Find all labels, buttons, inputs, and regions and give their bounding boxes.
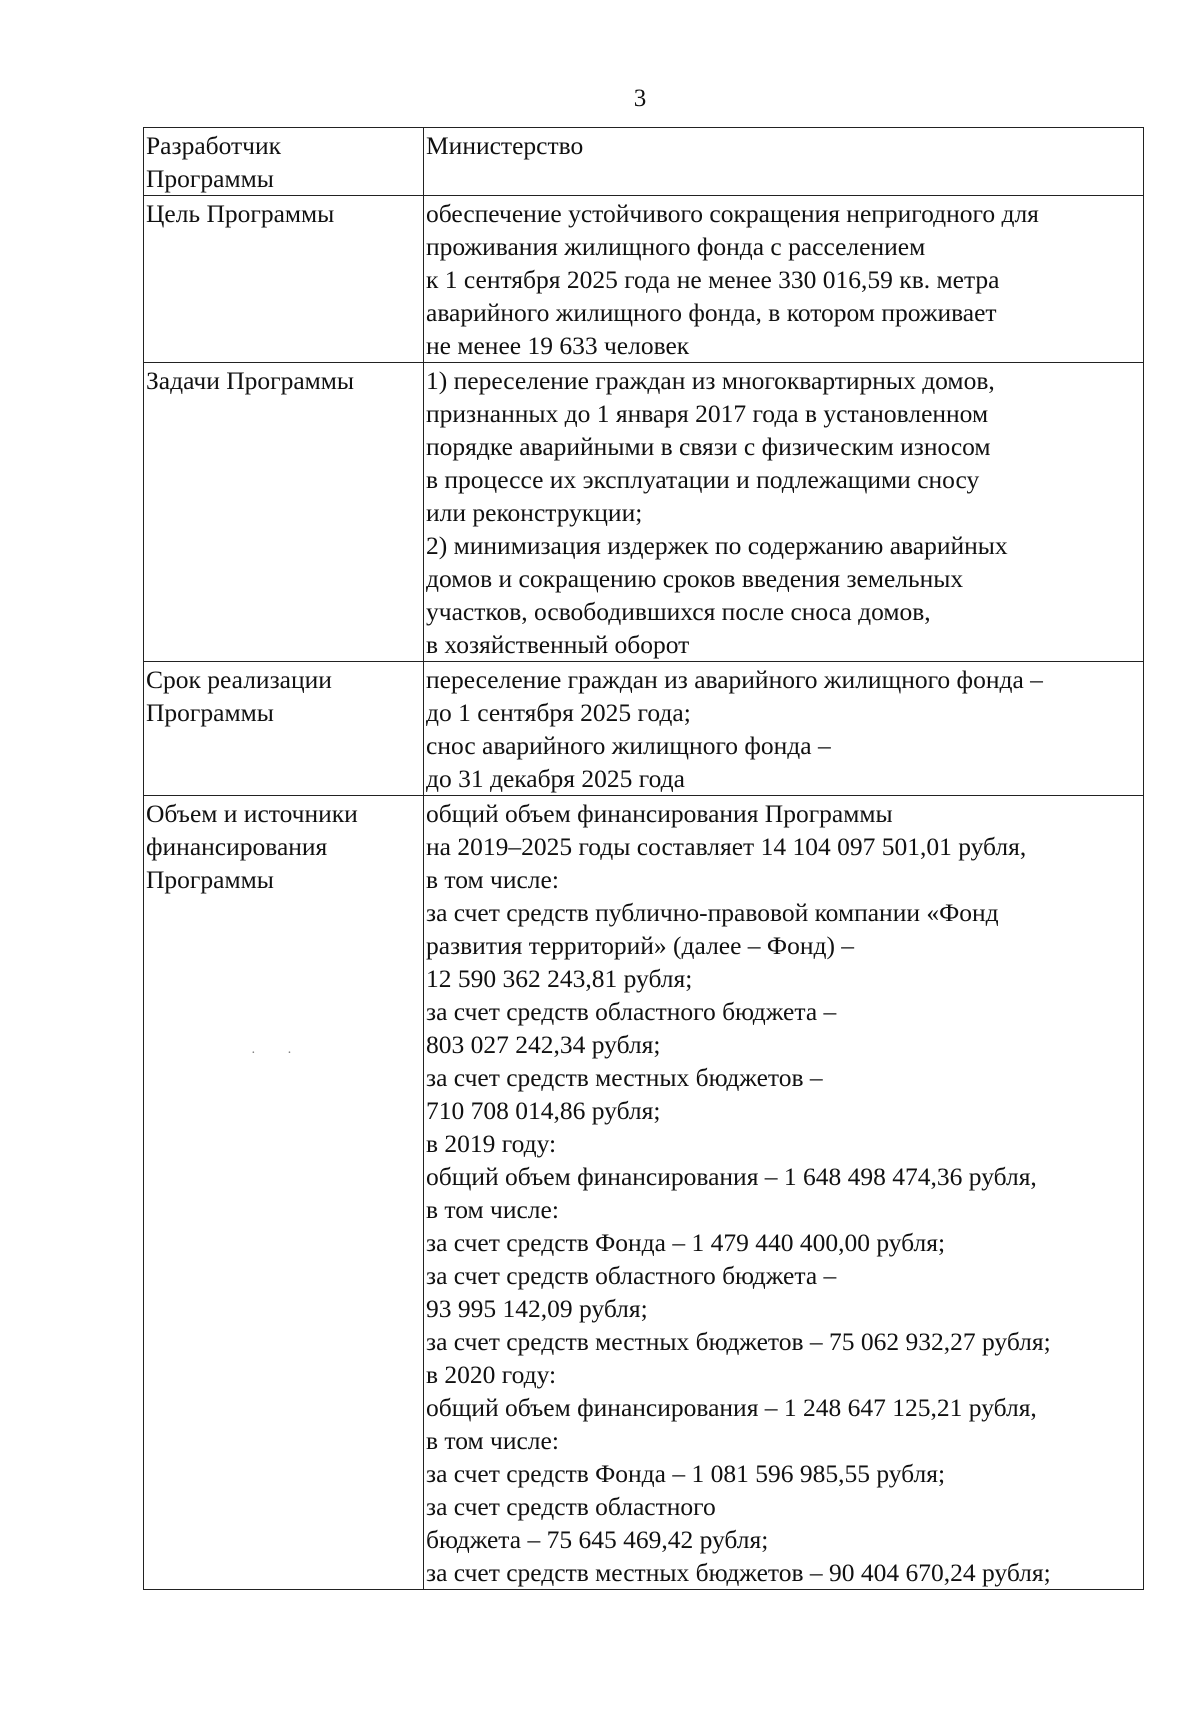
row-label-line: Цель Программы bbox=[146, 199, 335, 228]
row-label-line: Задачи Программы bbox=[146, 366, 355, 395]
page-number: 3 bbox=[633, 85, 647, 112]
row-value-line: в хозяйственный оборот bbox=[426, 630, 690, 659]
row-label-cell bbox=[144, 796, 424, 1590]
row-value-line: участков, освободившихся после сноса домов, bbox=[426, 597, 931, 626]
row-value-line: домов и сокращению сроков введения земельных bbox=[426, 564, 964, 593]
row-value-line: 710 708 014,86 рубля; bbox=[426, 1096, 661, 1125]
row-value-line: за счет средств Фонда – 1 479 440 400,00 рубля; bbox=[426, 1228, 946, 1257]
row-value-line: переселение граждан из аварийного жилищного фонда – bbox=[426, 665, 1043, 694]
row-value-line: общий объем финансирования – 1 248 647 125,21 рубля, bbox=[426, 1393, 1037, 1422]
row-value-line: в том числе: bbox=[426, 1195, 559, 1224]
row-value-line: за счет средств областного бюджета – bbox=[426, 1261, 837, 1290]
row-value-line: за счет средств местных бюджетов – 90 404 670,24 рубля; bbox=[426, 1558, 1051, 1587]
row-value-line: Министерство bbox=[426, 131, 584, 160]
row-value-line: 803 027 242,34 рубля; bbox=[426, 1030, 661, 1059]
row-label-line: финансирования bbox=[146, 832, 328, 861]
row-value-line: за счет средств областного bbox=[426, 1492, 716, 1521]
row-value-line: в 2019 году: bbox=[426, 1129, 557, 1158]
row-value-line: общий объем финансирования – 1 648 498 474,36 рубля, bbox=[426, 1162, 1037, 1191]
row-value-line: до 31 декабря 2025 года bbox=[426, 764, 685, 793]
row-value-line: обеспечение устойчивого сокращения непригодного для bbox=[426, 199, 1039, 228]
row-value-line: общий объем финансирования Программы bbox=[426, 799, 893, 828]
row-value-cell bbox=[424, 363, 1144, 662]
row-value-line: бюджета – 75 645 469,42 рубля; bbox=[426, 1525, 769, 1554]
row-value-line: не менее 19 633 человек bbox=[426, 331, 690, 360]
row-value-line: за счет средств публично-правовой компании «Фонд bbox=[426, 898, 999, 927]
row-value-line: 12 590 362 243,81 рубля; bbox=[426, 964, 693, 993]
row-value-line: признанных до 1 января 2017 года в установленном bbox=[426, 399, 989, 428]
row-label-cell bbox=[144, 196, 424, 363]
row-value-line: в 2020 году: bbox=[426, 1360, 557, 1389]
row-value-cell bbox=[424, 796, 1144, 1590]
row-value-line: к 1 сентября 2025 года не менее 330 016,59 кв. метра bbox=[426, 265, 1000, 294]
row-value-line: в процессе их эксплуатации и подлежащими сносу bbox=[426, 465, 980, 494]
row-label-cell bbox=[144, 363, 424, 662]
row-value-line: порядке аварийными в связи с физическим износом bbox=[426, 432, 991, 461]
scan-noise-dots: · · bbox=[251, 1046, 306, 1061]
row-label-line: Объем и источники bbox=[146, 799, 358, 828]
row-value-line: за счет средств местных бюджетов – 75 062 932,27 рубля; bbox=[426, 1327, 1051, 1356]
row-value-line: 93 995 142,09 рубля; bbox=[426, 1294, 648, 1323]
table-row bbox=[144, 796, 1144, 1590]
row-value-line: за счет средств Фонда – 1 081 596 985,55 рубля; bbox=[426, 1459, 946, 1488]
row-value-line: за счет средств местных бюджетов – bbox=[426, 1063, 823, 1092]
row-value-line: развития территорий» (далее – Фонд) – bbox=[426, 931, 855, 960]
row-label-line: Срок реализации bbox=[146, 665, 332, 694]
row-value-line: до 1 сентября 2025 года; bbox=[426, 698, 691, 727]
row-label-line: Программы bbox=[146, 698, 274, 727]
table-row bbox=[144, 363, 1144, 662]
row-value-cell bbox=[424, 662, 1144, 796]
row-label-cell bbox=[144, 662, 424, 796]
row-value-line: проживания жилищного фонда с расселением bbox=[426, 232, 926, 261]
row-label-line: Программы bbox=[146, 865, 274, 894]
row-value-cell bbox=[424, 128, 1144, 196]
row-label-cell bbox=[144, 128, 424, 196]
program-passport-table bbox=[143, 127, 1144, 1590]
table-row bbox=[144, 196, 1144, 363]
row-value-cell bbox=[424, 196, 1144, 363]
row-value-line: или реконструкции; bbox=[426, 498, 643, 527]
row-value-line: 1) переселение граждан из многоквартирных домов, bbox=[426, 366, 995, 395]
row-value-line: в том числе: bbox=[426, 1426, 559, 1455]
row-value-line: за счет средств областного бюджета – bbox=[426, 997, 837, 1026]
row-value-line: в том числе: bbox=[426, 865, 559, 894]
row-value-line: аварийного жилищного фонда, в котором проживает bbox=[426, 298, 997, 327]
row-label-line: Программы bbox=[146, 164, 274, 193]
row-value-line: 2) минимизация издержек по содержанию аварийных bbox=[426, 531, 1008, 560]
row-value-line: на 2019–2025 годы составляет 14 104 097 501,01 рубля, bbox=[426, 832, 1027, 861]
row-label-line: Разработчик bbox=[146, 131, 282, 160]
row-value-line: снос аварийного жилищного фонда – bbox=[426, 731, 831, 760]
table-row bbox=[144, 662, 1144, 796]
table-row bbox=[144, 128, 1144, 196]
